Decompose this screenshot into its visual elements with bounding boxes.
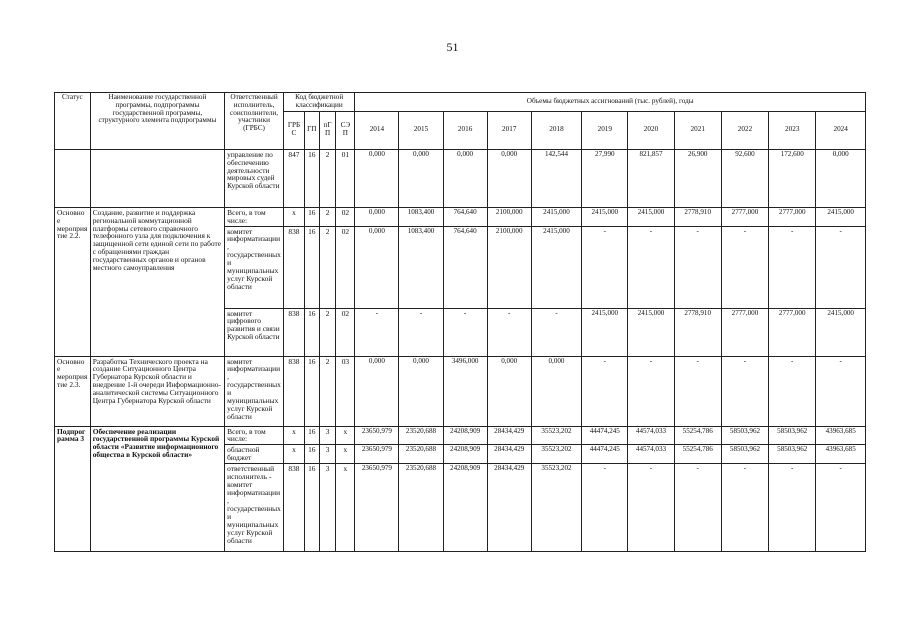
value-cell: - (355, 308, 399, 356)
value-cell: 58503,962 (721, 426, 768, 445)
value-cell: 0,000 (531, 356, 581, 426)
value-cell: 2415,000 (531, 226, 581, 308)
value-cell: 23520,688 (399, 445, 443, 464)
gp-cell: 16 (304, 464, 319, 552)
value-cell: - (816, 226, 866, 308)
value-cell: 44474,245 (582, 426, 628, 445)
header-year: 2017 (487, 111, 531, 149)
value-cell: 172,600 (769, 149, 816, 207)
header-year: 2023 (769, 111, 816, 149)
value-cell: 35523,202 (531, 445, 581, 464)
value-cell: 2100,000 (487, 226, 531, 308)
value-cell: 92,600 (721, 149, 768, 207)
header-code-col: ГРБС (283, 111, 304, 149)
value-cell: 43963,685 (816, 445, 866, 464)
value-cell: 764,640 (443, 207, 487, 226)
value-cell: 0,000 (355, 356, 399, 426)
value-cell: 0,000 (355, 149, 399, 207)
header-year: 2020 (628, 111, 674, 149)
value-cell: 2100,000 (487, 207, 531, 226)
value-cell: 58503,962 (721, 445, 768, 464)
value-cell: 2415,000 (531, 207, 581, 226)
header-year: 2014 (355, 111, 399, 149)
value-cell: - (443, 308, 487, 356)
header-year: 2022 (721, 111, 768, 149)
name-cell (90, 149, 224, 207)
value-cell: 23650,979 (355, 426, 399, 445)
responsible-cell: Всего, в том числе: (225, 426, 284, 445)
header-year: 2016 (443, 111, 487, 149)
value-cell: 2415,000 (582, 207, 628, 226)
grbs-cell: 838 (283, 226, 304, 308)
sep-cell: 02 (336, 226, 355, 308)
value-cell: 28434,429 (487, 445, 531, 464)
sep-cell: 03 (336, 356, 355, 426)
value-cell: 28434,429 (487, 426, 531, 445)
value-cell: 28434,429 (487, 464, 531, 552)
sep-cell: x (336, 445, 355, 464)
value-cell: 35523,202 (531, 464, 581, 552)
header-code-col: ГП (304, 111, 319, 149)
value-cell: - (582, 356, 628, 426)
header-year: 2021 (674, 111, 721, 149)
value-cell: 2415,000 (628, 308, 674, 356)
pgp-cell: 2 (319, 308, 336, 356)
pgp-cell: 3 (319, 445, 336, 464)
responsible-cell: областной бюджет (225, 445, 284, 464)
gp-cell: 16 (304, 226, 319, 308)
value-cell: 0,000 (816, 149, 866, 207)
pgp-cell: 2 (319, 149, 336, 207)
value-cell: 2778,910 (674, 207, 721, 226)
value-cell: 44574,033 (628, 426, 674, 445)
value-cell: 2415,000 (816, 308, 866, 356)
header-year: 2019 (582, 111, 628, 149)
sep-cell: 02 (336, 308, 355, 356)
value-cell: 2777,000 (769, 207, 816, 226)
grbs-cell: x (283, 445, 304, 464)
page-number: 51 (446, 40, 459, 54)
value-cell: 58503,962 (769, 426, 816, 445)
header-name: Наименование государственной программы, подпрограммы государственной программы, структурного элемента подпрограммы (90, 93, 224, 150)
value-cell: 3496,000 (443, 356, 487, 426)
value-cell: 44574,033 (628, 445, 674, 464)
value-cell: - (487, 308, 531, 356)
status-cell: Подпрограмма 3 (55, 426, 91, 552)
value-cell: - (399, 308, 443, 356)
grbs-cell: 847 (283, 149, 304, 207)
value-cell: 27,990 (582, 149, 628, 207)
sep-cell: 01 (336, 149, 355, 207)
table-row (55, 207, 866, 226)
status-cell: Основное мероприятие 2.3. (55, 356, 91, 426)
value-cell: - (628, 356, 674, 426)
responsible-cell: ответственный исполнитель - комитет информатизации, государственных и муниципальных услуг Курской области (225, 464, 284, 552)
responsible-cell: Всего, в том числе: (225, 207, 284, 226)
sep-cell: x (336, 464, 355, 552)
value-cell: 821,857 (628, 149, 674, 207)
value-cell: - (816, 356, 866, 426)
value-cell: - (674, 226, 721, 308)
value-cell: 55254,786 (674, 445, 721, 464)
header-year: 2018 (531, 111, 581, 149)
value-cell: - (769, 226, 816, 308)
value-cell: 0,000 (443, 149, 487, 207)
value-cell: 0,000 (399, 356, 443, 426)
value-cell: 1083,400 (399, 207, 443, 226)
grbs-cell: 838 (283, 308, 304, 356)
header-year: 2015 (399, 111, 443, 149)
value-cell: 58503,962 (769, 445, 816, 464)
value-cell: 24208,909 (443, 445, 487, 464)
value-cell: - (674, 464, 721, 552)
budget-table (54, 92, 866, 552)
value-cell: 142,544 (531, 149, 581, 207)
value-cell: 44474,245 (582, 445, 628, 464)
responsible-cell: комитет информатизации, государственных и муниципальных услуг Курской области (225, 226, 284, 308)
responsible-cell: комитет цифрового развития и связи Курской области (225, 308, 284, 356)
value-cell: 0,000 (355, 207, 399, 226)
grbs-cell: x (283, 207, 304, 226)
value-cell: 2777,000 (721, 308, 768, 356)
name-cell: Разработка Технического проекта на создание Ситуационного Центра Губернатора Курской области и внедрение 1-й очереди Информационно-аналитической системы Ситуационного Центра Губернатора Курской области (90, 356, 224, 426)
value-cell: - (721, 226, 768, 308)
value-cell: 0,000 (355, 226, 399, 308)
pgp-cell: 2 (319, 226, 336, 308)
value-cell: - (816, 464, 866, 552)
value-cell: 24208,909 (443, 426, 487, 445)
gp-cell: 16 (304, 207, 319, 226)
value-cell: 0,000 (399, 149, 443, 207)
value-cell: - (628, 464, 674, 552)
value-cell: 764,640 (443, 226, 487, 308)
value-cell: 2415,000 (816, 207, 866, 226)
gp-cell: 16 (304, 308, 319, 356)
pgp-cell: 3 (319, 464, 336, 552)
header-responsible: Ответственный исполнитель, соисполнители, участники (ГРБС) (225, 93, 284, 150)
value-cell: 24208,909 (443, 464, 487, 552)
name-cell: Создание, развитие и поддержка региональной коммутационной платформы сетевого справочного телефонного узла для подключения к защищенной сети единой сети по работе с обращениями граждан государственных органов и органов местного самоуправления (90, 207, 224, 356)
value-cell: 2778,910 (674, 308, 721, 356)
gp-cell: 16 (304, 445, 319, 464)
gp-cell: 16 (304, 149, 319, 207)
name-cell: Обеспечение реализации государственной программы Курской области «Развитие информационного общества в Курской области» (90, 426, 224, 552)
value-cell: 43963,685 (816, 426, 866, 445)
value-cell: - (721, 464, 768, 552)
value-cell: - (674, 356, 721, 426)
header-year: 2024 (816, 111, 866, 149)
value-cell: 23650,979 (355, 464, 399, 552)
pgp-cell: 3 (319, 426, 336, 445)
status-cell (55, 149, 91, 207)
table-row (55, 426, 866, 445)
grbs-cell: x (283, 426, 304, 445)
value-cell: 0,000 (487, 149, 531, 207)
gp-cell: 16 (304, 356, 319, 426)
value-cell: 2415,000 (582, 308, 628, 356)
value-cell: - (582, 464, 628, 552)
value-cell: - (628, 226, 674, 308)
header-budget: Объемы бюджетных ассигнований (тыс. рублей), годы (355, 93, 866, 112)
value-cell: - (769, 356, 816, 426)
pgp-cell: 2 (319, 207, 336, 226)
header-code-col: СЭП (336, 111, 355, 149)
value-cell: - (531, 308, 581, 356)
value-cell: 23650,979 (355, 445, 399, 464)
sep-cell: 02 (336, 207, 355, 226)
responsible-cell: управление по обеспечению деятельности мировых судей Курской области (225, 149, 284, 207)
header-status: Статус (55, 93, 91, 150)
value-cell: 2777,000 (769, 308, 816, 356)
value-cell: 23520,688 (399, 464, 443, 552)
status-cell: Основное мероприятие 2.2. (55, 207, 91, 356)
value-cell: 23520,688 (399, 426, 443, 445)
table-row (55, 149, 866, 207)
table-row (55, 356, 866, 426)
grbs-cell: 838 (283, 464, 304, 552)
value-cell: 35523,202 (531, 426, 581, 445)
grbs-cell: 838 (283, 356, 304, 426)
value-cell: 0,000 (487, 356, 531, 426)
header-code-col: пГП (319, 111, 336, 149)
value-cell: 26,900 (674, 149, 721, 207)
sep-cell: x (336, 426, 355, 445)
value-cell: 2777,000 (721, 207, 768, 226)
value-cell: 1083,400 (399, 226, 443, 308)
pgp-cell: 2 (319, 356, 336, 426)
gp-cell: 16 (304, 426, 319, 445)
value-cell: - (769, 464, 816, 552)
value-cell: 55254,786 (674, 426, 721, 445)
value-cell: - (582, 226, 628, 308)
value-cell: - (721, 356, 768, 426)
header-code: Код бюджетной классификации (283, 93, 354, 112)
responsible-cell: комитет информатизации, государственных и муниципальных услуг Курской области (225, 356, 284, 426)
value-cell: 2415,000 (628, 207, 674, 226)
